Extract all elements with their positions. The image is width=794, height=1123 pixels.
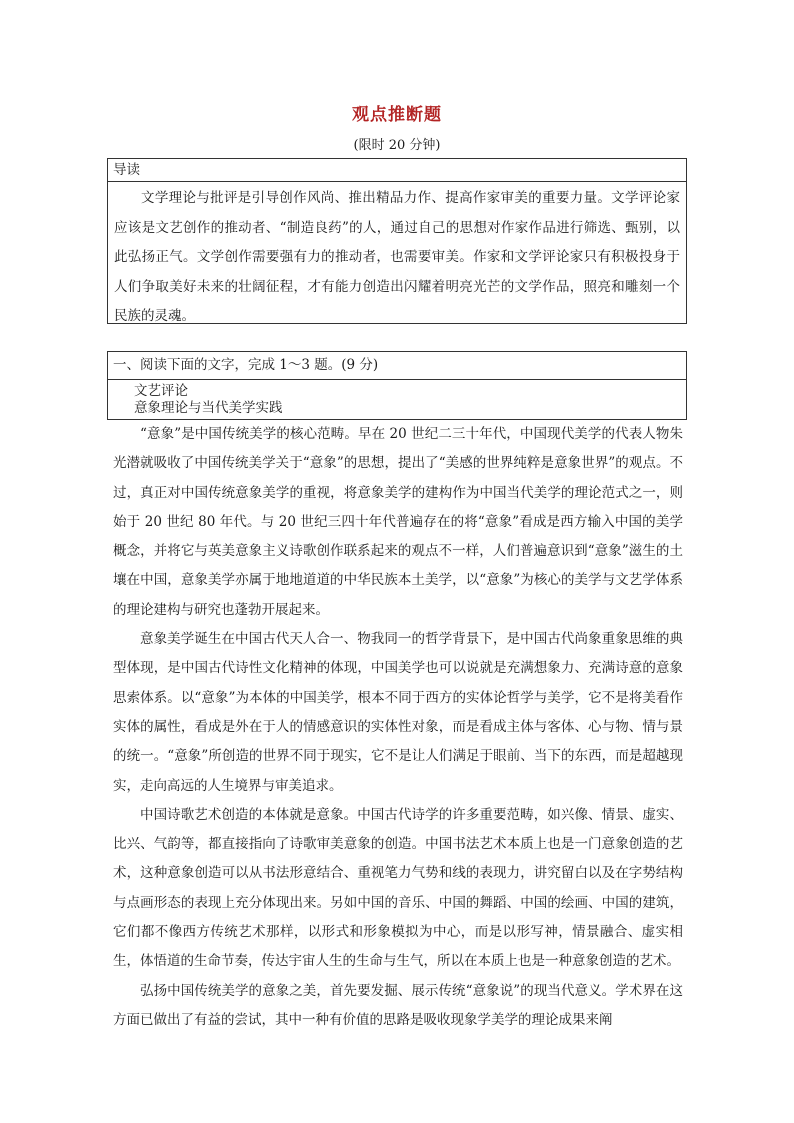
article-paragraph: 弘扬中国传统美学的意象之美，首先要发掘、展示传统“意象说”的现当代意义。学术界在这方面已做出了有益的尝试，其中一种有价值的思路是吸收现象学美学的理论成果来阐 [113,982,683,1028]
question-box [107,351,687,420]
question-instruction: 一、阅读下面的文字，完成 1～3 题。(9 分) [108,352,686,380]
guide-text: 文学理论与批评是引导创作风尚、推出精品力作、提高作家审美的重要力量。文学评论家应该是文艺创作的推动者、“制造良药”的人，通过自己的思想对作家作品进行筛选、甄别，以此弘扬正气。文学创作需要强有力的推动者，也需要审美。作家和文学评论家只有积极投身于人们争取美好未来的壮阔征程，才有能力创造出闪耀着明亮光芒的文学作品，照亮和雕刻一个民族的灵魂。 [114,190,680,324]
article-paragraph: 意象美学诞生在中国古代天人合一、物我同一的哲学背景下，是中国古代尚象重象思维的典型体现，是中国古代诗性文化精神的体现，中国美学也可以说就是充满想象力、充满诗意的意象思索体系。以“意象”为本体的中国美学，根本不同于西方的实体论哲学与美学，它不是将美看作实体的属性，看成是外在于人的情感意识的实体性对象，而是看成主体与客体、心与物、情与景的统一。“意象”所创造的世界不同于现实，它不是让人们满足于眼前、当下的东西，而是超越现实，走向高远的人生境界与审美追求。 [113,631,683,794]
page-title: 观点推断题 [352,105,442,125]
guide-label: 导读 [108,159,686,182]
time-limit: (限时 20 分钟) [353,138,441,153]
article-paragraph: 中国诗歌艺术创造的本体就是意象。中国古代诗学的许多重要范畴，如兴像、情景、虚实、比兴、气韵等，都直接指向了诗歌审美意象的创造。中国书法艺术本质上也是一门意象创造的艺术，这种意象创造可以从书法形意结合、重视笔力气势和线的表现力，讲究留白以及在字势结构与点画形态的表现上充分体现出来。另如中国的音乐、中国的舞蹈、中国的绘画、中国的建筑，它们都不像西方传统艺术那样，以形式和形象模拟为中心，而是以形写神，情景融合、虚实相生，体悟道的生命节奏，传达宇宙人生的生命与生气，所以在本质上也是一种意象创造的艺术。 [113,806,683,970]
article-paragraph: “意象”是中国传统美学的核心范畴。早在 20 世纪二三十年代，中国现代美学的代表人物朱光潜就吸收了中国传统美学关于“意象”的思想，提出了“美感的世界纯粹是意象世界”的观点。不过，真正对中国传统意象美学的重视，将意象美学的建构作为中国当代美学的理论范式之一，则始于 20 世纪 80 年代。与 20 世纪三四十年代普遍存在的将“意象”看成是西方输入中国的美学概念，并将它与英美意象主义诗歌创作联系起来的观点不一样，人们普遍意识到“意象”滋生的土壤在中国，意象美学亦属于地地道道的中华民族本土美学，以“意象”为核心的美学与文艺学体系的理论建构与研究也蓬勃开展起来。 [113,426,683,618]
article-body [113,420,683,1035]
article-genre: 文艺评论 [134,383,188,399]
article-title: 意象理论与当代美学实践 [134,400,283,416]
guide-box [107,158,687,324]
